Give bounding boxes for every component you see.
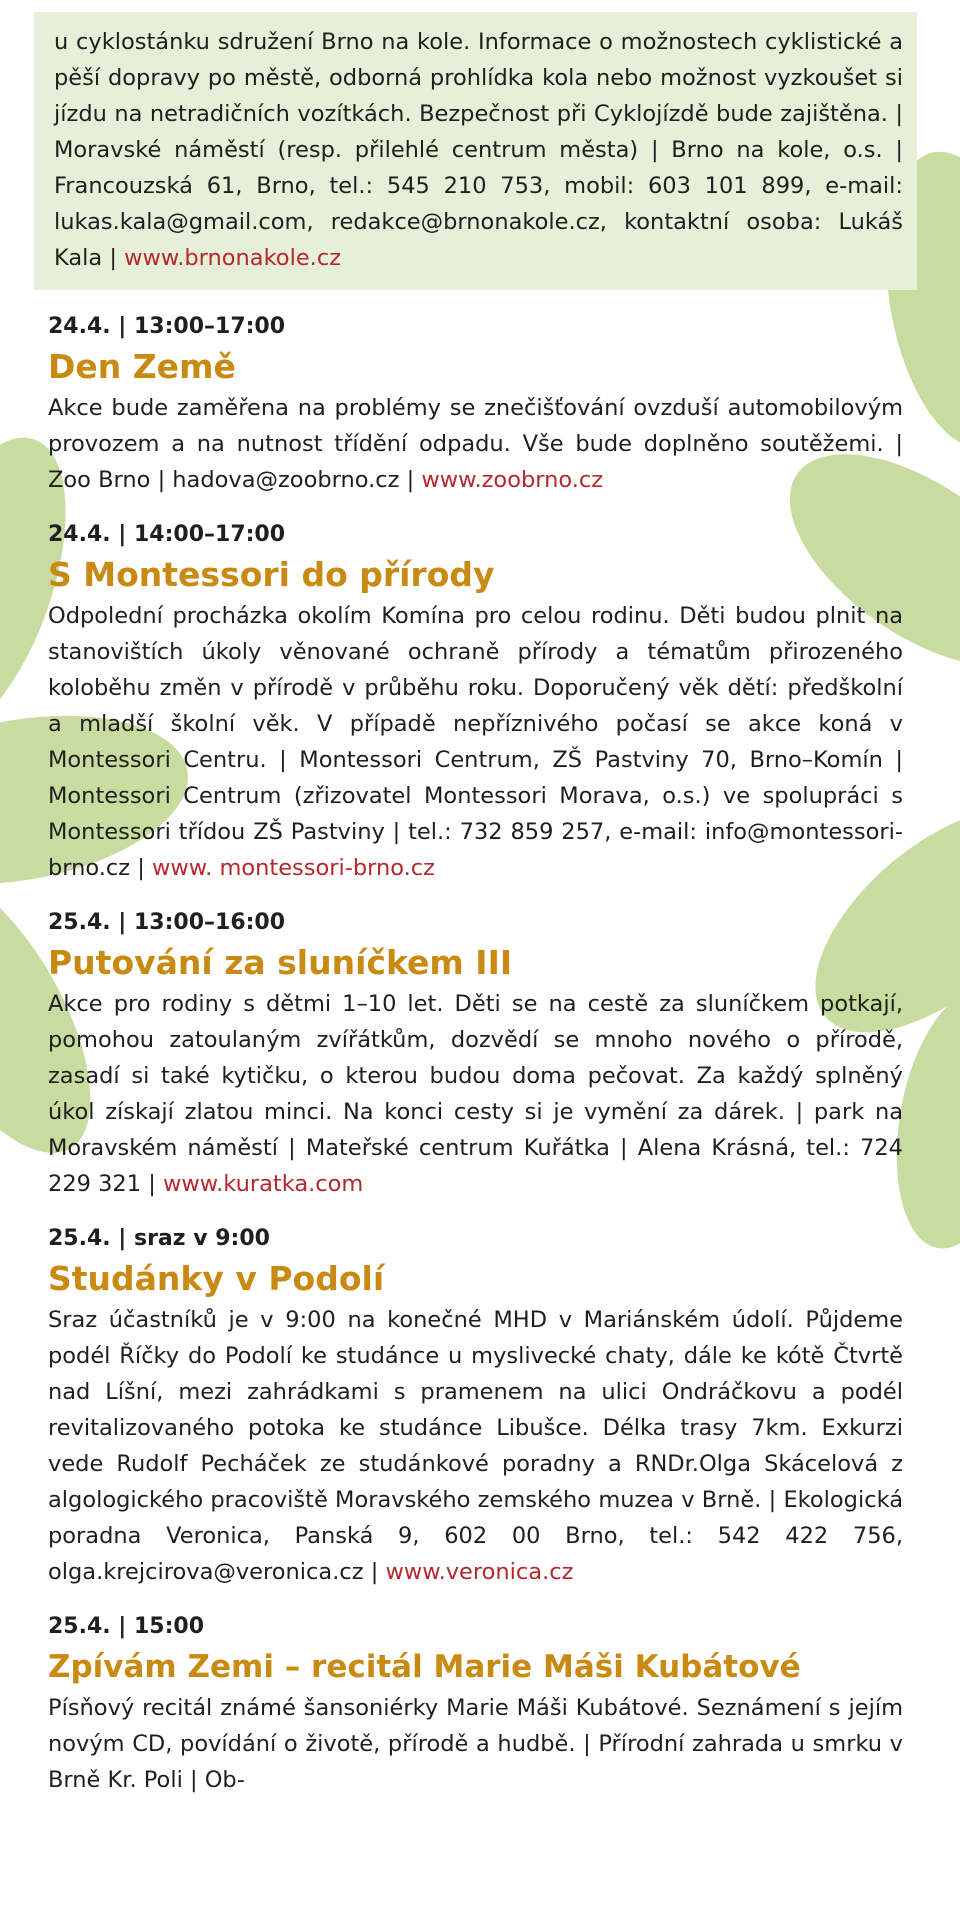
event-title: Den Země (48, 347, 236, 386)
event-description (48, 1302, 903, 1590)
event-text: Akce bude zaměřena na problémy se znečišťování ovzduší automobilovým provozem a na nutnost třídění odpadu. Vše bude doplněno soutěžemi. | Zoo Brno | hadova@zoobrno.cz | (48, 395, 903, 493)
event-studanky (48, 1222, 903, 1590)
event-date: 24.4. | 13:00–17:00 (48, 314, 286, 339)
event-date: 25.4. | sraz v 9:00 (48, 1226, 270, 1251)
event-date: 24.4. | 14:00–17:00 (48, 522, 286, 547)
event-link[interactable]: www. montessori-brno.cz (152, 855, 435, 881)
event-date: 25.4. | 15:00 (48, 1614, 205, 1639)
intro-box (34, 12, 917, 290)
event-text: Sraz účastníků je v 9:00 na konečné MHD v Mariánském údolí. Půjdeme podél Říčky do Podolí ke studánce u myslivecké chaty, dále ke kótě Čtvrtě nad Líšní, mezi zahrádkami s pramenem na ulici Ondráčkovu a podél revitalizovaného potoka ke studánce Libušce. Délka trasy 7km. Exkurzi vede Rudolf Pecháček ze studánkové poradny a RNDr.Olga Skácelová z algologického pracoviště Moravského zemského muzea v Brně. | Ekologická poradna Veronica, Panská 9, 602 00 Brno, tel.: 542 422 756, olga.krejcirova@veronica.cz | (48, 1307, 903, 1585)
event-description (48, 1690, 903, 1798)
event-link[interactable]: www.zoobrno.cz (421, 467, 604, 493)
event-montessori (48, 518, 903, 886)
intro-text: u cyklostánku sdružení Brno na kole. Informace o možnostech cyklistické a pěší dopravy po městě, odborná prohlídka kola nebo možnost vyzkoušet si jízdu na netradičních vozítkách. Bezpečnost při Cyklojízdě bude zajištěna. | Moravské náměstí (resp. přilehlé centrum města) | Brno na kole, o.s. | Francouzská 61, Brno, tel.: 545 210 753, mobil: 603 101 899, e-mail: lukas.kala@gmail.com, redakce@brnonakole.cz, kontaktní osoba: Lukáš Kala | (54, 29, 903, 271)
event-link[interactable]: www.veronica.cz (385, 1559, 574, 1585)
page-content (48, 0, 903, 1798)
event-description (48, 390, 903, 498)
event-title: Studánky v Podolí (48, 1259, 385, 1298)
event-text: Odpolední procházka okolím Komína pro celou rodinu. Děti budou plnit na stanovištích úkoly věnované ochraně přírody a tématům přirozeného koloběhu změn v přírodě v průběhu roku. Doporučený věk dětí: předškolní a mladší školní věk. V případě nepříznivého počasí se akce koná v Montessori Centru. | Montessori Centrum, ZŠ Pastviny 70, Brno–Komín | Montessori Centrum (zřizovatel Montessori Morava, o.s.) ve spolupráci s Montessori třídou ZŠ Pastviny | tel.: 732 859 257, e-mail: info@montessori-brno.cz | (48, 603, 903, 881)
intro-link[interactable]: www.brnonakole.cz (124, 245, 342, 271)
event-title: Zpívám Zemi – recitál Marie Máši Kubátové (48, 1649, 801, 1685)
event-link[interactable]: www.kuratka.com (162, 1171, 364, 1197)
event-den-zeme (48, 310, 903, 498)
event-text: Písňový recitál známé šansoniérky Marie Máši Kubátové. Seznámení s jejím novým CD, povídání o životě, přírodě a hudbě. | Přírodní zahrada u smrku v Brně Kr. Poli | Ob- (48, 1695, 903, 1793)
event-title: S Montessori do přírody (48, 555, 495, 594)
event-putovani (48, 906, 903, 1202)
event-zpivam-zemi (48, 1610, 903, 1798)
event-description (48, 986, 903, 1202)
event-title: Putování za sluníčkem III (48, 943, 513, 982)
event-date: 25.4. | 13:00–16:00 (48, 910, 286, 935)
event-text: Akce pro rodiny s dětmi 1–10 let. Děti se na cestě za sluníčkem potkají, pomohou zatoulaným zvířátkům, dozvědí se mnoho nového o přírodě, zasadí si také kytičku, o kterou budou doma pečovat. Za každý splněný úkol získají zlatou minci. Na konci cesty si je vymění za dárek. | park na Moravském náměstí | Mateřské centrum Kuřátka | Alena Krásná, tel.: 724 229 321 | (48, 991, 903, 1197)
event-description (48, 598, 903, 886)
